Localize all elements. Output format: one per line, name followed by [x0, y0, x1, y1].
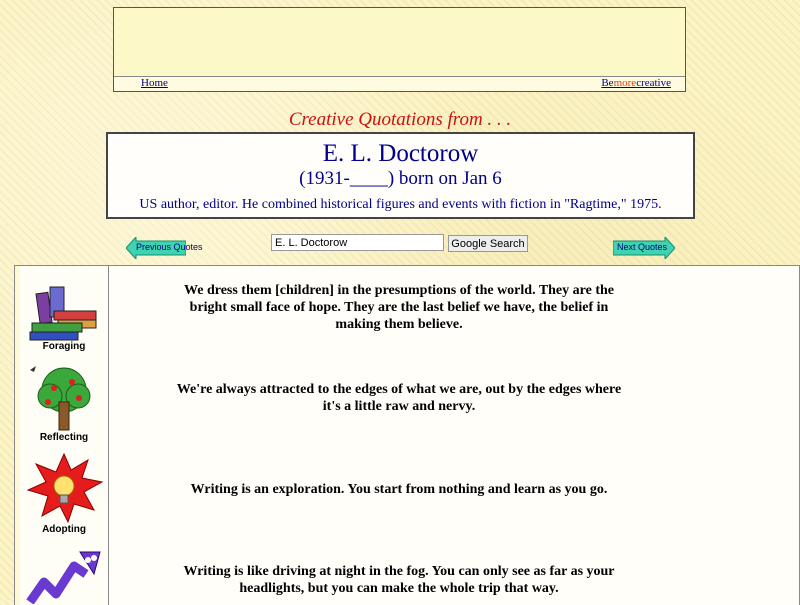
books-icon [24, 281, 104, 341]
more-text: more [613, 77, 637, 89]
search-input[interactable] [271, 234, 444, 251]
top-banner [113, 7, 686, 92]
author-name: E. L. Doctorow [322, 140, 479, 167]
previous-quotes-button[interactable] [126, 237, 203, 259]
foraging-label: Foraging [42, 341, 86, 352]
previous-quotes-label: Previous Quotes [136, 242, 203, 252]
arrow-character-icon [24, 544, 104, 604]
quote-3: Writing is an exploration. You start from nothing and learn as you go. [190, 482, 608, 497]
author-description: US author, editor. He combined historical figures and events with fiction in "Ragtime," 1975. [139, 197, 662, 212]
quote-panel [109, 266, 799, 605]
quote-1: We dress them [children] in the presumptions of the world. They are the bright small face of hope. They are the last belief we have, the belief in making them believe. [184, 283, 614, 332]
icon-sidebar [20, 266, 109, 605]
next-quotes-label: Next Quotes [617, 242, 668, 252]
bemorecreative-link[interactable] [601, 77, 671, 89]
home-link[interactable]: Home [141, 77, 168, 89]
author-dates: (1931-____) born on Jan 6 [299, 168, 502, 189]
banner-nav-bar [114, 76, 685, 91]
reflecting-label: Reflecting [39, 432, 89, 443]
sidebar-item-adopting[interactable] [20, 452, 108, 535]
be-text: Be [601, 77, 614, 89]
author-box [106, 132, 695, 219]
adopting-label: Adopting [42, 524, 86, 535]
quotes-area [14, 265, 800, 605]
sidebar-item-reflecting[interactable] [20, 362, 108, 443]
google-search-button[interactable]: Google Search [448, 235, 528, 252]
quote-2: We're always attracted to the edges of what we are, out by the edges where it's a little raw and nervy. [176, 382, 622, 414]
lightbulb-icon [24, 452, 104, 524]
page-heading: Creative Quotations from . . . [288, 109, 512, 130]
tree-icon [24, 362, 104, 432]
creative-text: creative [636, 77, 671, 89]
quote-4: Writing is like driving at night in the fog. You can only see as far as your headlights, but you can make the whole trip that way. [183, 564, 615, 596]
sidebar-item-arrow-character[interactable] [20, 544, 108, 604]
sidebar-item-foraging[interactable] [20, 281, 108, 352]
next-quotes-button[interactable] [613, 237, 675, 259]
